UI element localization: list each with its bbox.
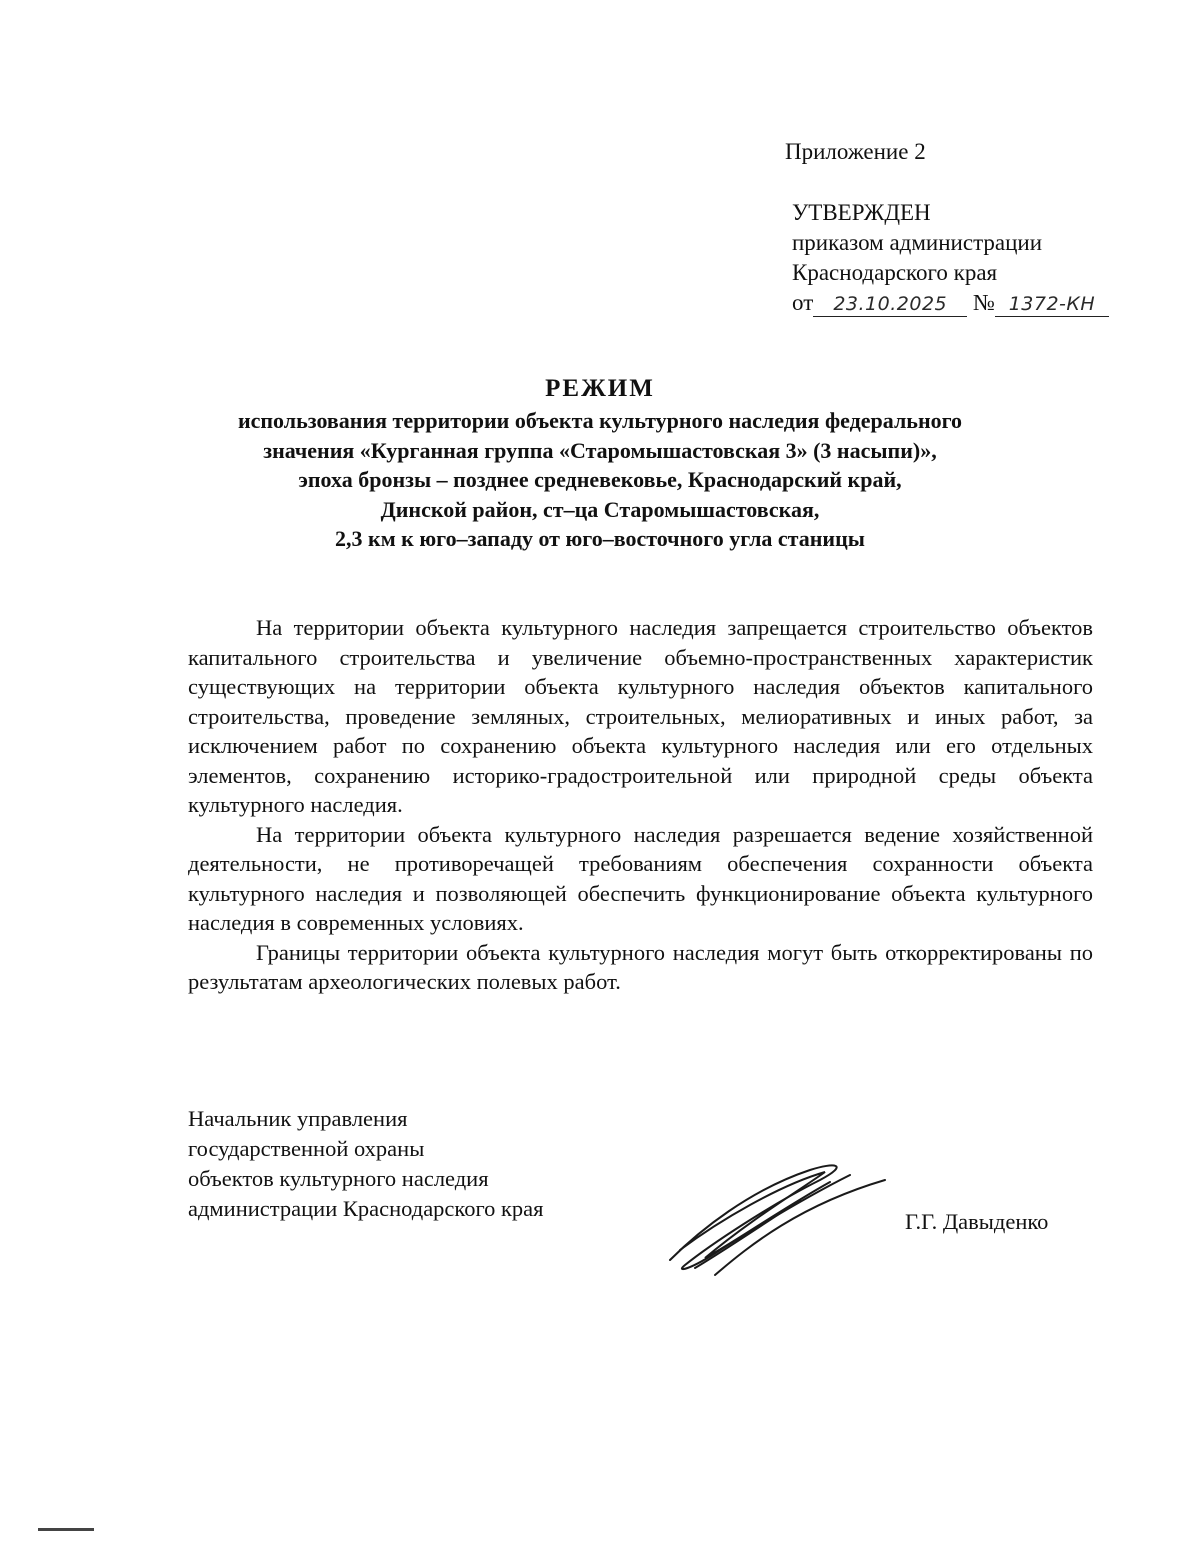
approved-by-order-line2: Краснодарского края xyxy=(792,260,998,285)
title-line: 2,3 км к юго–западу от юго–восточного угла станицы xyxy=(335,526,865,551)
body-paragraph-prohibitions: На территории объекта культурного наследия запрещается строительство объектов капитального строительства и увеличение объемно-пространственных характеристик существующих на территории объекта культурного наследия объектов капитального строительства, проведение земляных, строительных, мелиоративных и иных работ, за исключением работ по сохранению объекта культурного наследия или его отдельных элементов, сохранению историко-градостроительной или природной среды объекта культурного наследия. xyxy=(188,615,1093,817)
appendix-label: Приложение 2 xyxy=(785,139,926,164)
title-line: использования территории объекта культурного наследия федерального xyxy=(237,408,963,433)
document-title xyxy=(150,372,1050,554)
position-line: Начальник управления xyxy=(188,1106,408,1131)
position-line: объектов культурного наследия xyxy=(188,1166,489,1191)
signer-name: Г.Г. Давыденко xyxy=(905,1209,1049,1234)
handwritten-signature xyxy=(650,1150,900,1280)
number-label: № xyxy=(973,290,995,315)
body-paragraph-boundaries: Границы территории объекта культурного наследия могут быть откорректированы по результатам археологических полевых работ. xyxy=(188,939,1093,994)
approved-by-order-line1: приказом администрации xyxy=(792,230,1043,255)
handwritten-order-number: 1372-КН xyxy=(995,292,1109,317)
document-body xyxy=(188,613,1093,997)
approved-heading: УТВЕРЖДЕН xyxy=(792,200,931,225)
title-line: эпоха бронзы – позднее средневековье, Краснодарский край, xyxy=(298,467,902,492)
from-label: от xyxy=(792,290,814,315)
approval-block xyxy=(792,198,1109,318)
title-line: значения «Курганная группа «Старомышастовская 3» (3 насыпи)», xyxy=(263,437,937,463)
position-line: государственной охраны xyxy=(188,1136,425,1161)
footer-line-divider xyxy=(38,1528,94,1531)
order-reference xyxy=(792,288,1109,318)
position-line: администрации Краснодарского края xyxy=(188,1196,544,1221)
title-main: РЕЖИМ xyxy=(545,375,655,402)
signatory-position xyxy=(188,1104,544,1224)
body-paragraph-permissions: На территории объекта культурного наследия разрешается ведение хозяйственной деятельности, не противоречащей требованиям обеспечения сохранности объекта культурного наследия и позволяющей обеспечить функционирование объекта культурного наследия в современных условиях. xyxy=(188,821,1093,935)
title-line: Динской район, ст–ца Старомышастовская, xyxy=(380,496,820,522)
handwritten-order-date: 23.10.2025 xyxy=(813,292,967,317)
